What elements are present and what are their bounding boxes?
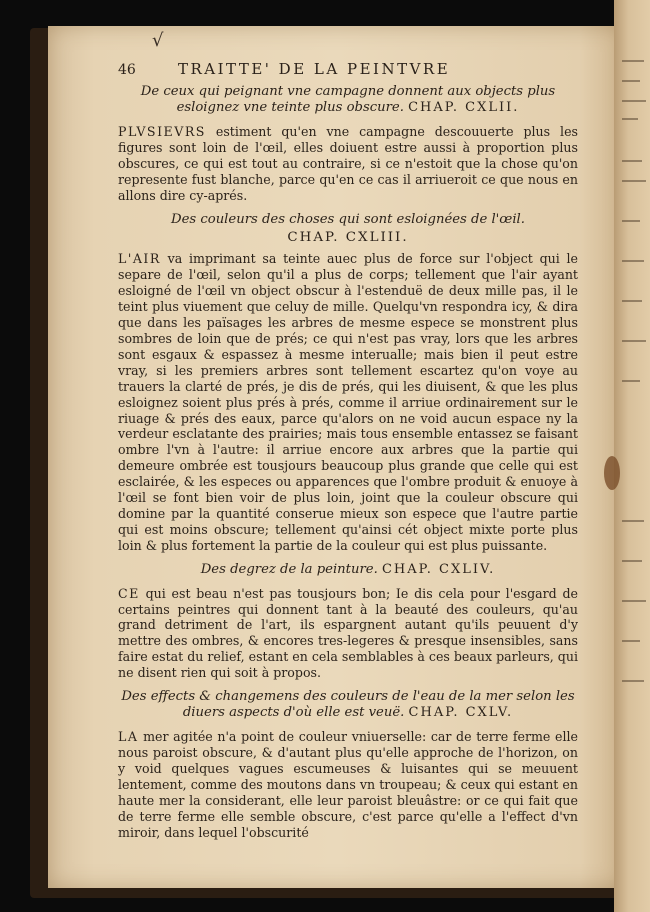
chapter-number: CHAP. CXLII. — [408, 100, 520, 115]
paragraph-text: estiment qu'en vne campagne descouuerte plus les figures sont loin de l'œil, elles doiuent estre aussi à proportion plus obscures, ce qui est tout au contraire, si ce n'estoit que la chose qu'on represente fust blanche, parce qu'en ce cas il arriueroit ce que nous en allons dire cy-aprés. — [118, 124, 578, 203]
chapter-number: CHAP. CXLIII. — [287, 229, 409, 245]
ink-stain — [604, 456, 620, 490]
lead-word: CE — [118, 585, 140, 601]
chapter-number: CHAP. CXLIV. — [381, 561, 496, 577]
margin-check-mark: √ — [152, 30, 164, 51]
paragraph-text: qui est beau n'est pas tousjours bon; Ie dis cela pour l'esgard de certains peintres qui donnent tant à la beauté des couleurs, qu'au grand detriment de l'art, ils espargnent autant qu'ils peuuent d'y mettre des ombres, & encores tres-legeres & presque insensibles, sans faire estat du relief, estant en cela semblables à ces beaux parleurs, qui ne disent rien qui soit à propos. — [118, 585, 578, 681]
facing-page-edge — [614, 0, 650, 912]
paragraph — [118, 586, 578, 681]
page-number: 46 — [118, 62, 136, 78]
heading-text: Des couleurs des choses qui sont esloignées de l'œil. — [171, 211, 525, 227]
paragraph-text: va imprimant sa teinte auec plus de force sur l'object qui le separe de l'œil, selon qu'il a plus de corps; tellement que l'air ayant esloigné de l'œil vn object obscur à l'estenduë de deux mille pas, il le teint plus viuement que celuy de mille. Quelqu'vn respondra icy, & dira que dans les païsages les arbres de mesme espece se monstrent plus sombres de loin que de prés; ce qui n'est pas vray, lors que les arbres sont esgaux & espassez à mesme interualle; mais bien il peut estre vray, si les premiers arbres sont tellement escartez qu'on voye au trauers la clarté de prés, je dis de prés, qui les diuisent, & que les plus esloignez soient plus prés à prés, comme il arriue ordinairement sur le riuage & prés des eaux, parce qu'alors on ne void aucun espace ny la verdeur esclatante des prairies; mais tous ensemble entassez se faisant ombre l'vn à l'autre: il arriue encore aux arbres que la partie qui demeure ombrée est tousjours beaucoup plus grande que celle qui est esclairée, & les especes ou apparences que l'ombre produit & enuoye à l'œil se font bien voir de plus loin, joint que la couleur obscure qui domine par la quantité conserue mieux son espece que l'autre partie qui est moins obscure; tellement qu'ainsi cét object mixte porte plus loin & plus fortement la partie de la couleur qui est plus puissante. — [118, 251, 578, 553]
section-heading — [118, 84, 578, 116]
lead-word: PLVSIEVRS — [118, 124, 206, 139]
heading-text: Des effects & changemens des couleurs de l'eau de la mer selon les diuers aspects d'où elle est veuë. — [121, 689, 575, 721]
paragraph — [118, 251, 578, 553]
heading-text: Des degrez de la peinture. — [200, 561, 378, 577]
paragraph — [118, 124, 578, 204]
paragraph — [118, 729, 578, 840]
page-text — [118, 62, 578, 848]
section-heading — [118, 212, 578, 228]
running-head — [118, 62, 578, 84]
paragraph-text: mer agitée n'a point de couleur vniuerselle: car de terre ferme elle nous paroist obscure, & d'autant plus qu'elle approche de l'horizon, on y void quelques vagues escumeuses & luisantes qui se meuuent lentement, comme des moutons dans vn troupeau; & ceux qui estant en haute mer la considerant, elle leur paroist bleuâstre: or ce qui fait que de terre ferme elle semble obscure, c'est parce qu'elle a l'effect d'vn miroir, dans lequel l'obscurité — [118, 729, 578, 840]
running-title: TRAITTE' DE LA PEINTVRE — [178, 60, 451, 78]
section-heading — [118, 562, 578, 578]
section-heading — [118, 689, 578, 721]
lead-word: L'AIR — [118, 251, 161, 267]
lead-word: LA — [118, 729, 139, 745]
chapter-number: CHAP. CXLV. — [408, 705, 514, 721]
heading-text: De ceux qui peignant vne campagne donnent aux objects plus esloignez vne teinte plus obscure. — [140, 84, 556, 115]
